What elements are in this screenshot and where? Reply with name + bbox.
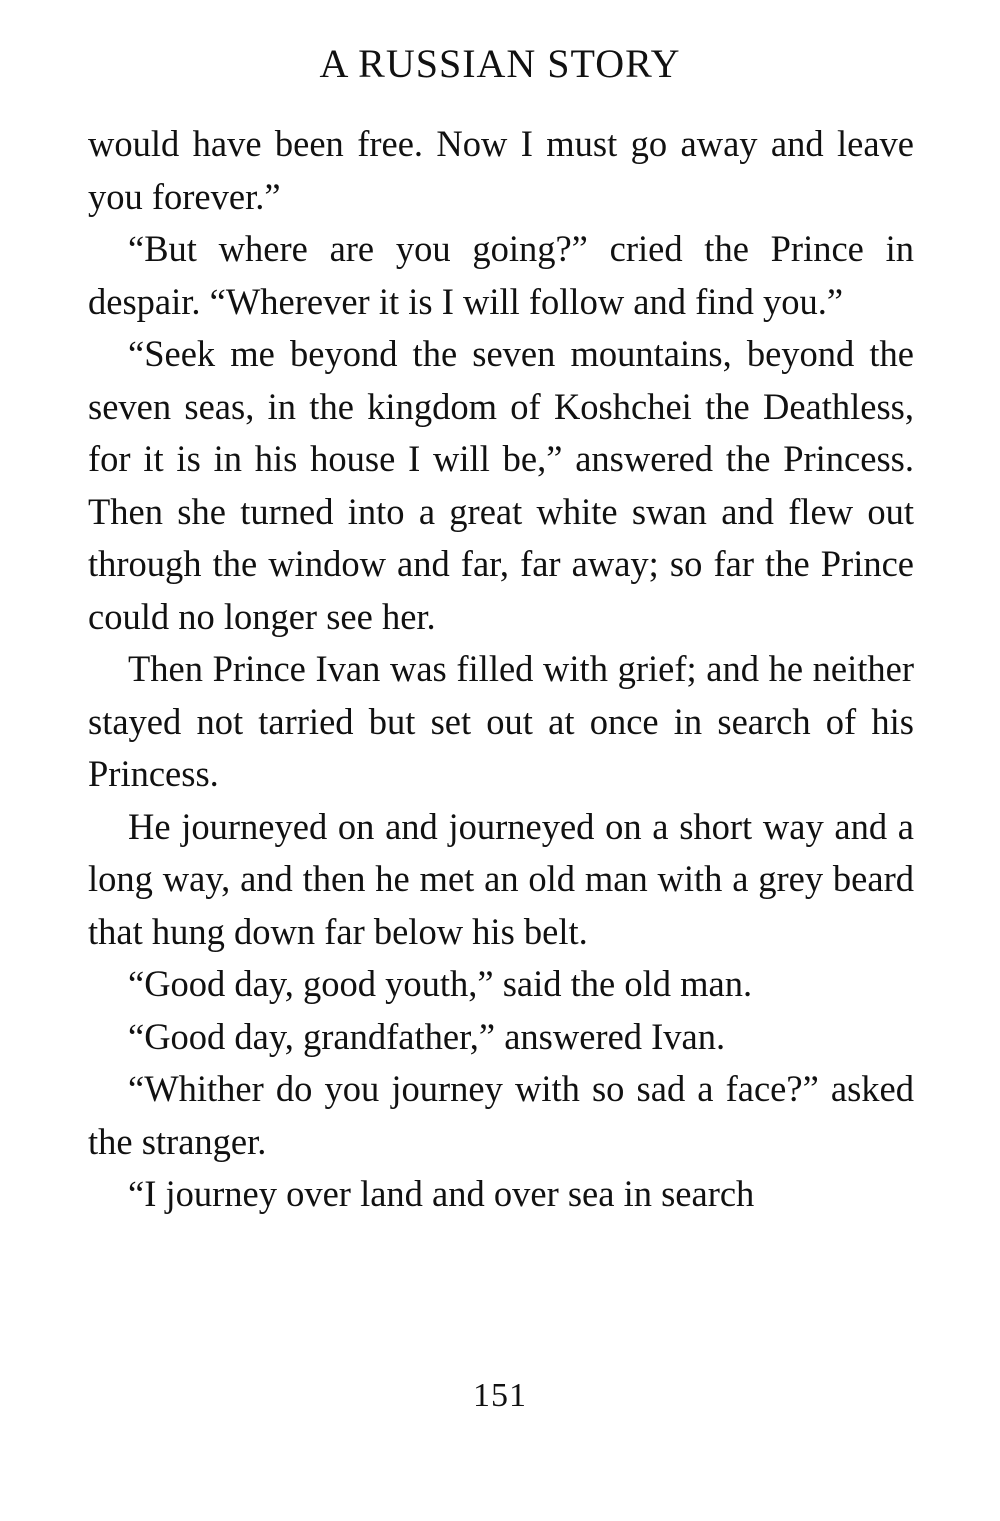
- paragraph: “Whither do you journey with so sad a face?” asked the stranger.: [88, 1068, 914, 1162]
- paragraph: “Good day, grandfather,” answered Ivan.: [128, 1015, 726, 1057]
- paragraph: He journeyed on and journeyed on a short way and a long way, and then he met an old man with a grey beard that hung down far below his belt.: [88, 805, 914, 952]
- paragraph: “Seek me beyond the seven mountains, beyond the seven seas, in the kingdom of Koshchei the Deathless, for it is in his house I will be,” answered the Princess. Then she turned into a great white swan and flew out through the window and far, far away; so far the Prince could no longer see her.: [88, 333, 914, 637]
- paragraph: “Good day, good youth,” said the old man.: [128, 963, 753, 1004]
- body-text: [88, 118, 914, 1221]
- paragraph: Then Prince Ivan was filled with grief; and he neither stayed not tarried but set out at once in search of his Princess.: [88, 648, 914, 794]
- page-number: 151: [473, 1377, 527, 1414]
- running-head: A RUSSIAN STORY: [319, 41, 681, 86]
- paragraph: “I journey over land and over sea in search: [128, 1173, 755, 1214]
- paragraph: “But where are you going?” cried the Prince in despair. “Wherever it is I will follow and find you.”: [88, 228, 914, 322]
- paragraph: would have been free. Now I must go away and leave you forever.”: [88, 123, 914, 217]
